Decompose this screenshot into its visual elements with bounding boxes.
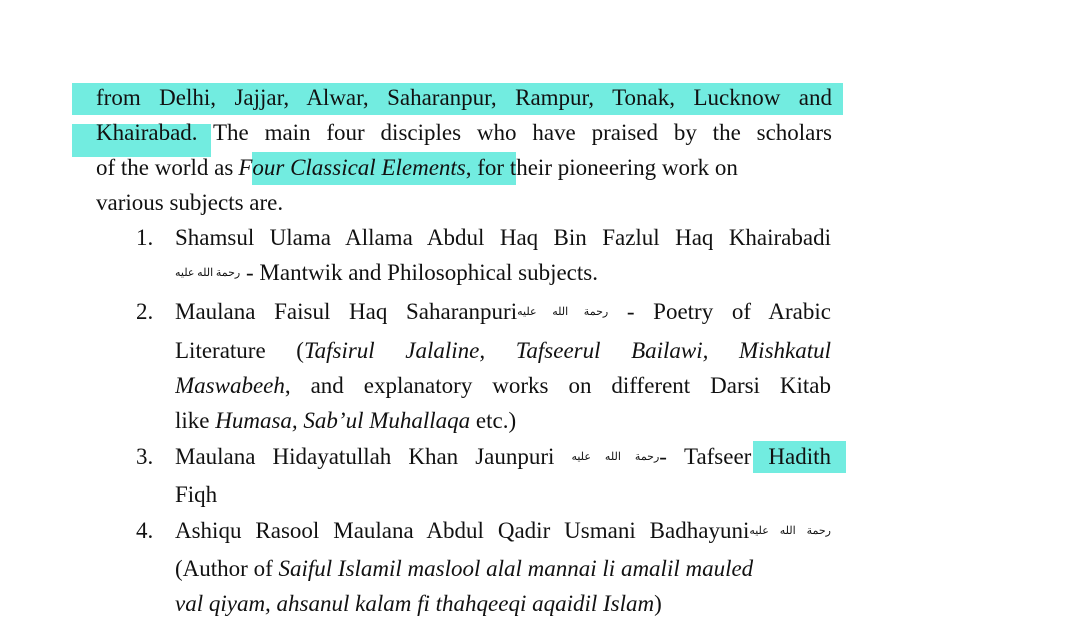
- item3-hadith: Hadith: [768, 444, 831, 469]
- item2-line2-start: Literature (: [175, 338, 304, 363]
- item2-line3: [175, 372, 831, 400]
- item2-line4-end: etc.): [470, 408, 517, 433]
- item2-line1-end: - Poetry of Arabic: [608, 299, 831, 324]
- item4-line3-italic: val qiyam, ahsanul kalam fi thahqeeqi aqaidil Islam: [175, 591, 655, 616]
- item3-line1-mid: - Tafseer: [659, 444, 752, 469]
- item2-line4-start: like: [175, 408, 216, 433]
- item2-line2-italic: Tafsirul Jalaline, Tafseerul Bailawi, Mishkatul: [303, 338, 831, 363]
- honorific-glyph: رحمة الله عليه: [175, 267, 241, 279]
- list-number-1: 1.: [136, 225, 154, 250]
- intro-line-1: from Delhi, Jajjar, Alwar, Saharanpur, Rampur, Tonak, Lucknow and: [96, 85, 832, 110]
- item3-line1: [175, 443, 831, 471]
- item4-line2: [175, 555, 835, 583]
- item4-line1: [175, 517, 831, 545]
- item4-line2-start: (Author of: [175, 556, 279, 581]
- item2-line1: [175, 298, 831, 326]
- item1-line1: Shamsul Ulama Allama Abdul Haq Bin Fazlul Haq Khairabadi: [175, 225, 831, 250]
- intro-line-2: [96, 119, 832, 147]
- item4-name: Ashiqu Rasool Maulana Abdul Qadir Usmani Badhayuni: [175, 518, 750, 543]
- item1-line2-text: - Mantwik and Philosophical subjects.: [240, 260, 598, 285]
- list-number-2: 2.: [136, 299, 154, 324]
- honorific-glyph: رحمة الله عليه: [571, 451, 660, 463]
- intro-line-3: [96, 154, 832, 182]
- item3-name: Maulana Hidayatullah Khan Jaunpuri: [175, 444, 572, 469]
- item4-line3-end: ): [654, 591, 662, 616]
- item1-line2: [175, 259, 598, 287]
- intro-line-3-end: , for their pioneering work on: [465, 155, 738, 180]
- item4-line2-italic: Saiful Islamil maslool alal mannai li amalil mauled: [278, 556, 754, 581]
- list-number-4: 4.: [136, 518, 154, 543]
- item4-line3: [175, 590, 662, 618]
- item2-line3-italic: Maswabeeh: [175, 373, 285, 398]
- honorific-glyph: رحمة الله عليه: [749, 525, 831, 537]
- item2-line2: [175, 337, 831, 365]
- intro-line-3-start: of the world as: [96, 155, 234, 180]
- item2-line4: [175, 407, 516, 435]
- intro-line-4: various subjects are.: [96, 190, 284, 215]
- item2-name: Maulana Faisul Haq Saharanpuri: [175, 299, 518, 324]
- list-number-3: 3.: [136, 444, 154, 469]
- item3-line2: Fiqh: [175, 482, 218, 507]
- intro-khairabad: Khairabad.: [96, 120, 198, 145]
- honorific-glyph: رحمة الله عليه: [517, 306, 609, 318]
- item2-line3-rest: , and explanatory works on different Darsi Kitab: [284, 373, 831, 398]
- intro-line-2-rest: The main four disciples who have praised by the scholars: [197, 120, 832, 145]
- four-classical-elements: Four Classical Elements: [238, 155, 466, 180]
- item2-line4-italic: Humasa, Sab’ul Muhallaqa: [215, 408, 471, 433]
